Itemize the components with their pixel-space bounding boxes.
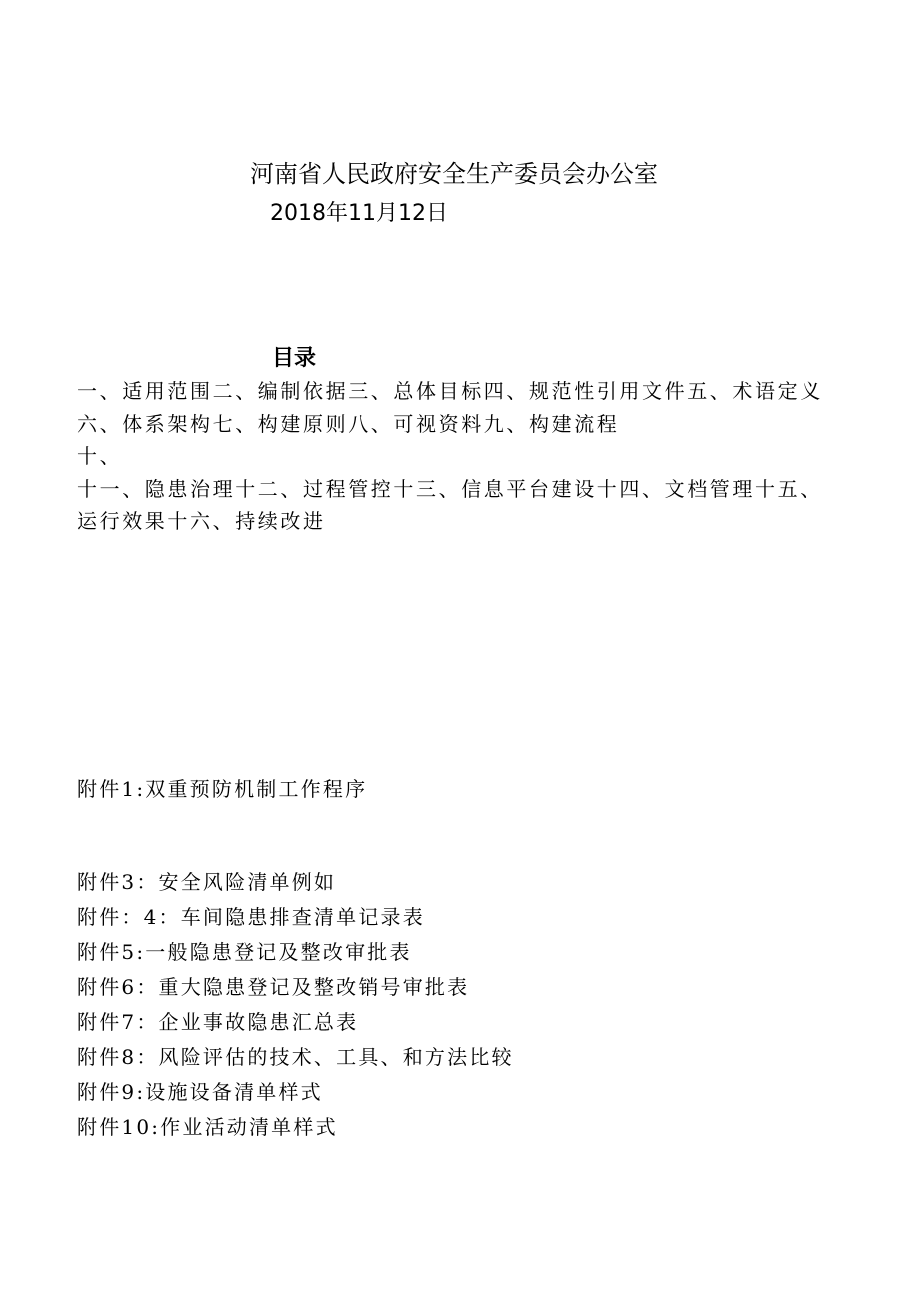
toc-line: 一、适用范围二、编制依据三、总体目标四、规范性引用文件五、术语定义 bbox=[77, 379, 823, 403]
toc-line: 十、 bbox=[77, 444, 123, 468]
attachment-item: 附件1:双重预防机制工作程序 bbox=[77, 777, 368, 801]
attachment-item: 附件10:作业活动清单样式 bbox=[77, 1115, 338, 1139]
attachment-item: 附件9:设施设备清单样式 bbox=[77, 1080, 323, 1104]
attachment-item: 附件6：重大隐患登记及整改销号审批表 bbox=[77, 975, 470, 999]
issuer-name: 河南省人民政府安全生产委员会办公室 bbox=[250, 160, 658, 188]
toc-line: 运行效果十六、持续改进 bbox=[77, 509, 326, 533]
toc-line: 六、体系架构七、构建原则八、可视资料九、构建流程 bbox=[77, 411, 620, 436]
attachment-item: 附件3：安全风险清单例如 bbox=[77, 870, 337, 894]
attachment-item: 附件：4：车间隐患排查清单记录表 bbox=[77, 905, 425, 929]
table-of-contents bbox=[77, 375, 857, 538]
issue-date: 2018年11月12日 bbox=[270, 201, 448, 226]
attachment-item: 附件8：风险评估的技术、工具、和方法比较 bbox=[77, 1045, 514, 1069]
toc-line: 十一、隐患治理十二、过程管控十三、信息平台建设十四、文档管理十五、 bbox=[77, 476, 823, 501]
attachment-item: 附件5:一般隐患登记及整改审批表 bbox=[77, 940, 412, 964]
attachment-item: 附件7：企业事故隐患汇总表 bbox=[77, 1010, 359, 1034]
toc-title: 目录 bbox=[272, 346, 317, 371]
